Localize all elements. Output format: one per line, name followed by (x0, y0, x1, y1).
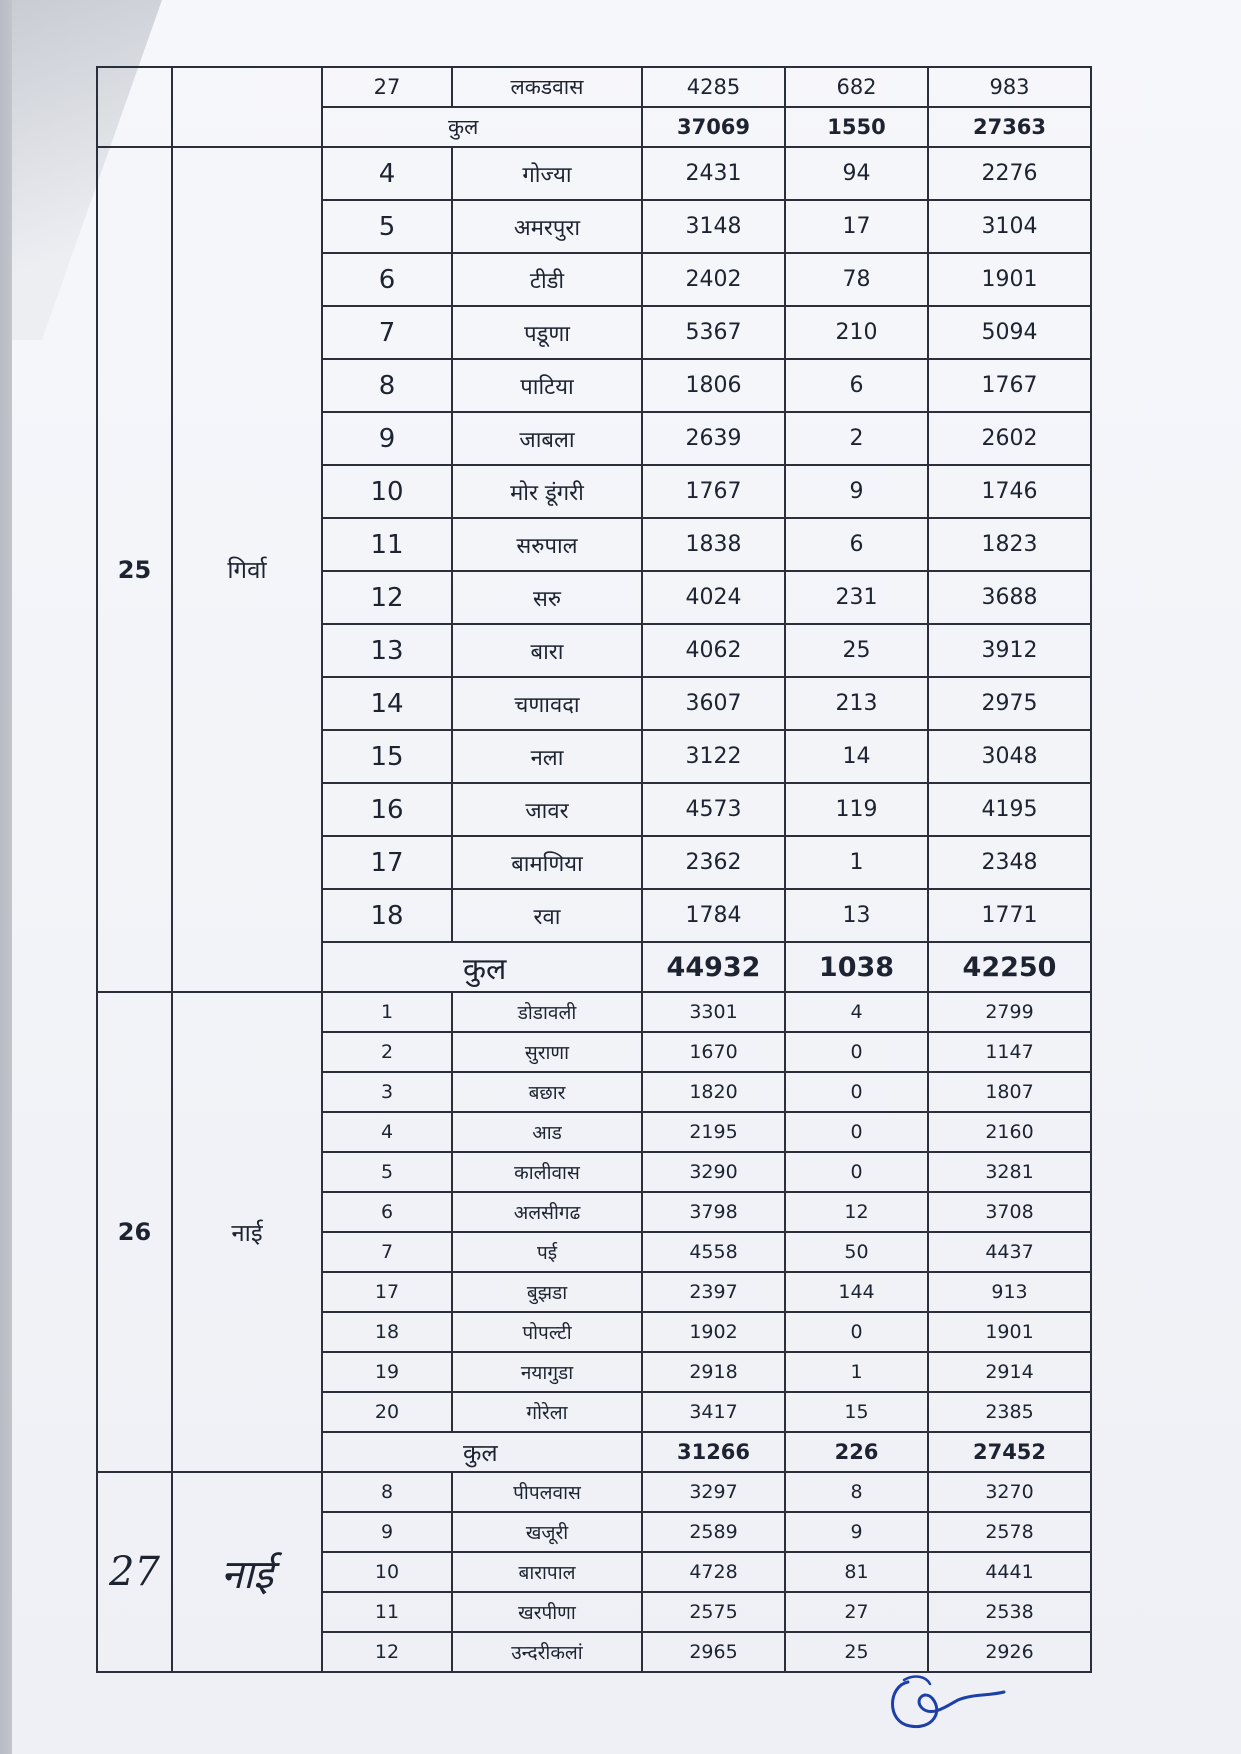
value-col-2: 4 (785, 992, 928, 1032)
serial-number: 18 (322, 889, 452, 942)
value-col-1: 1784 (642, 889, 785, 942)
value-col-1: 3798 (642, 1192, 785, 1232)
value-col-1: 1838 (642, 518, 785, 571)
value-col-3: 1746 (928, 465, 1091, 518)
group-number-cell: 26 (97, 992, 172, 1472)
value-col-1: 4573 (642, 783, 785, 836)
value-col-2: 27 (785, 1592, 928, 1632)
value-col-2: 1 (785, 836, 928, 889)
value-col-3: 5094 (928, 306, 1091, 359)
value-col-3: 4437 (928, 1232, 1091, 1272)
serial-number: 3 (322, 1072, 452, 1112)
village-name: पाटिया (452, 359, 642, 412)
serial-number: 11 (322, 1592, 452, 1632)
value-col-1: 2575 (642, 1592, 785, 1632)
serial-number: 19 (322, 1352, 452, 1392)
village-name: जावर (452, 783, 642, 836)
total-label: कुल (322, 107, 642, 147)
serial-number: 16 (322, 783, 452, 836)
value-col-1: 1767 (642, 465, 785, 518)
village-name: खरपीणा (452, 1592, 642, 1632)
value-col-1: 4728 (642, 1552, 785, 1592)
value-col-1: 3417 (642, 1392, 785, 1432)
group-name-cell: नाई (172, 1472, 322, 1672)
value-col-1: 2362 (642, 836, 785, 889)
value-col-3: 1807 (928, 1072, 1091, 1112)
table-row (97, 992, 1091, 1032)
value-col-3: 1901 (928, 253, 1091, 306)
serial-number: 2 (322, 1032, 452, 1072)
signature-mark (880, 1664, 1010, 1734)
value-col-3: 2385 (928, 1392, 1091, 1432)
serial-number: 8 (322, 1472, 452, 1512)
value-col-2: 6 (785, 359, 928, 412)
value-col-2: 50 (785, 1232, 928, 1272)
serial-number: 17 (322, 836, 452, 889)
value-col-3: 1771 (928, 889, 1091, 942)
value-col-1: 2397 (642, 1272, 785, 1312)
serial-number: 20 (322, 1392, 452, 1432)
village-name: गोरेला (452, 1392, 642, 1432)
village-name: उन्दरीकलां (452, 1632, 642, 1672)
village-name: बामणिया (452, 836, 642, 889)
value-col-3: 3688 (928, 571, 1091, 624)
serial-number: 1 (322, 992, 452, 1032)
village-name: खजूरी (452, 1512, 642, 1552)
value-col-2: 0 (785, 1312, 928, 1352)
village-name: नयागुडा (452, 1352, 642, 1392)
value-col-1: 3607 (642, 677, 785, 730)
value-col-1: 2918 (642, 1352, 785, 1392)
serial-number: 10 (322, 1552, 452, 1592)
value-col-1: 3148 (642, 200, 785, 253)
table-row (97, 67, 1091, 107)
value-col-1: 3301 (642, 992, 785, 1032)
value-col-2: 13 (785, 889, 928, 942)
serial-number: 14 (322, 677, 452, 730)
value-col-1: 4024 (642, 571, 785, 624)
value-col-2: 25 (785, 624, 928, 677)
value-col-3: 1767 (928, 359, 1091, 412)
total-col-2: 226 (785, 1432, 928, 1472)
value-col-1: 4558 (642, 1232, 785, 1272)
group-name-cell: गिर्वा (172, 147, 322, 992)
value-col-3: 2348 (928, 836, 1091, 889)
total-label: कुल (322, 942, 642, 992)
serial-number: 7 (322, 306, 452, 359)
serial-number: 12 (322, 571, 452, 624)
serial-number: 15 (322, 730, 452, 783)
value-col-2: 1 (785, 1352, 928, 1392)
signature-stroke (893, 1682, 1005, 1727)
serial-number: 6 (322, 1192, 452, 1232)
value-col-3: 4441 (928, 1552, 1091, 1592)
village-name: बुझडा (452, 1272, 642, 1312)
value-col-3: 1901 (928, 1312, 1091, 1352)
value-col-1: 1670 (642, 1032, 785, 1072)
value-col-2: 6 (785, 518, 928, 571)
village-name: आड (452, 1112, 642, 1152)
total-col-3: 42250 (928, 942, 1091, 992)
value-col-1: 5367 (642, 306, 785, 359)
value-col-3: 2926 (928, 1632, 1091, 1672)
total-col-3: 27452 (928, 1432, 1091, 1472)
group-name-cell: नाई (172, 992, 322, 1472)
value-col-1: 1820 (642, 1072, 785, 1112)
value-col-2: 25 (785, 1632, 928, 1672)
value-col-3: 3912 (928, 624, 1091, 677)
village-name: मोर डूंगरी (452, 465, 642, 518)
village-name: सुराणा (452, 1032, 642, 1072)
serial-number: 17 (322, 1272, 452, 1312)
value-col-2: 231 (785, 571, 928, 624)
value-col-3: 3104 (928, 200, 1091, 253)
value-col-3: 2578 (928, 1512, 1091, 1552)
village-name: टीडी (452, 253, 642, 306)
village-data-table (96, 66, 1092, 1673)
value-col-2: 213 (785, 677, 928, 730)
serial-number: 6 (322, 253, 452, 306)
value-col-3: 3281 (928, 1152, 1091, 1192)
group-number-cell: 25 (97, 147, 172, 992)
total-label: कुल (322, 1432, 642, 1472)
serial-number: 4 (322, 1112, 452, 1152)
value-col-2: 94 (785, 147, 928, 200)
village-name: जाबला (452, 412, 642, 465)
village-name: रवा (452, 889, 642, 942)
value-col-3: 1823 (928, 518, 1091, 571)
village-name: डोडावली (452, 992, 642, 1032)
serial-number: 11 (322, 518, 452, 571)
value-col-3: 2276 (928, 147, 1091, 200)
village-name: पई (452, 1232, 642, 1272)
village-name: अलसीगढ (452, 1192, 642, 1232)
village-name: बारा (452, 624, 642, 677)
value-col-2: 210 (785, 306, 928, 359)
village-name: सरु (452, 571, 642, 624)
village-name: पोपल्टी (452, 1312, 642, 1352)
value-col-2: 119 (785, 783, 928, 836)
village-name: बछार (452, 1072, 642, 1112)
total-col-1: 44932 (642, 942, 785, 992)
value-col-1: 2402 (642, 253, 785, 306)
village-name: अमरपुरा (452, 200, 642, 253)
value-col-2: 78 (785, 253, 928, 306)
village-name: नला (452, 730, 642, 783)
value-col-1: 1806 (642, 359, 785, 412)
village-name: बारापाल (452, 1552, 642, 1592)
value-col-1: 3122 (642, 730, 785, 783)
value-col-2: 0 (785, 1072, 928, 1112)
value-col-3: 913 (928, 1272, 1091, 1312)
value-col-2: 9 (785, 465, 928, 518)
value-col-1: 2195 (642, 1112, 785, 1152)
village-name: गोज्या (452, 147, 642, 200)
total-col-1: 31266 (642, 1432, 785, 1472)
serial-number: 9 (322, 412, 452, 465)
value-col-3: 2914 (928, 1352, 1091, 1392)
serial-number: 10 (322, 465, 452, 518)
village-name: पडूणा (452, 306, 642, 359)
total-col-1: 37069 (642, 107, 785, 147)
value-col-1: 2431 (642, 147, 785, 200)
serial-number: 5 (322, 200, 452, 253)
serial-number: 9 (322, 1512, 452, 1552)
value-col-3: 983 (928, 67, 1091, 107)
value-col-2: 12 (785, 1192, 928, 1232)
value-col-3: 3048 (928, 730, 1091, 783)
value-col-3: 2975 (928, 677, 1091, 730)
serial-number: 5 (322, 1152, 452, 1192)
value-col-3: 4195 (928, 783, 1091, 836)
serial-number: 13 (322, 624, 452, 677)
village-name: सरुपाल (452, 518, 642, 571)
serial-number: 27 (322, 67, 452, 107)
value-col-1: 2639 (642, 412, 785, 465)
value-col-1: 3297 (642, 1472, 785, 1512)
value-col-2: 14 (785, 730, 928, 783)
value-col-2: 144 (785, 1272, 928, 1312)
value-col-2: 0 (785, 1112, 928, 1152)
value-col-3: 2160 (928, 1112, 1091, 1152)
table-row (97, 1472, 1091, 1512)
value-col-3: 3708 (928, 1192, 1091, 1232)
total-col-3: 27363 (928, 107, 1091, 147)
value-col-1: 4285 (642, 67, 785, 107)
group-number-cell (97, 67, 172, 147)
value-col-3: 2799 (928, 992, 1091, 1032)
village-name: लकडवास (452, 67, 642, 107)
value-col-3: 1147 (928, 1032, 1091, 1072)
serial-number: 7 (322, 1232, 452, 1272)
serial-number: 18 (322, 1312, 452, 1352)
value-col-2: 682 (785, 67, 928, 107)
value-col-2: 81 (785, 1552, 928, 1592)
value-col-1: 2965 (642, 1632, 785, 1672)
value-col-3: 2538 (928, 1592, 1091, 1632)
value-col-2: 0 (785, 1032, 928, 1072)
table-row (97, 147, 1091, 200)
group-name-cell (172, 67, 322, 147)
value-col-2: 0 (785, 1152, 928, 1192)
serial-number: 4 (322, 147, 452, 200)
value-col-2: 2 (785, 412, 928, 465)
value-col-1: 2589 (642, 1512, 785, 1552)
value-col-2: 15 (785, 1392, 928, 1432)
value-col-3: 2602 (928, 412, 1091, 465)
value-col-1: 3290 (642, 1152, 785, 1192)
group-number-cell: 27 (97, 1472, 172, 1672)
value-col-2: 8 (785, 1472, 928, 1512)
village-name: चणावदा (452, 677, 642, 730)
village-name: पीपलवास (452, 1472, 642, 1512)
value-col-3: 3270 (928, 1472, 1091, 1512)
serial-number: 12 (322, 1632, 452, 1672)
value-col-1: 4062 (642, 624, 785, 677)
value-col-2: 17 (785, 200, 928, 253)
value-col-2: 9 (785, 1512, 928, 1552)
village-name: कालीवास (452, 1152, 642, 1192)
total-col-2: 1550 (785, 107, 928, 147)
total-col-2: 1038 (785, 942, 928, 992)
value-col-1: 1902 (642, 1312, 785, 1352)
serial-number: 8 (322, 359, 452, 412)
